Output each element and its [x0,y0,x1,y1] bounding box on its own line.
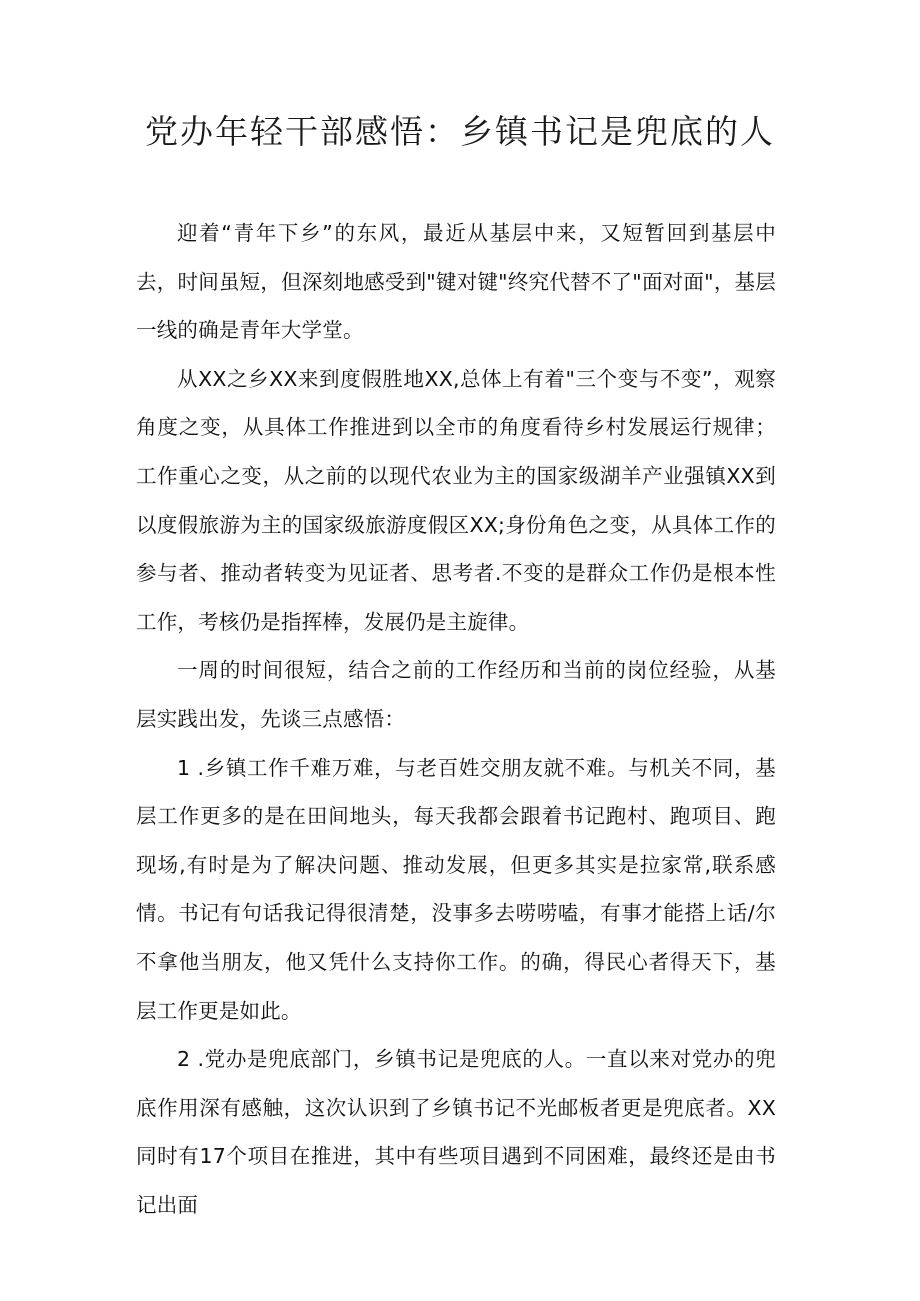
document-body [136,209,776,1229]
paragraph-point-2: 2 .党办是兜底部门，乡镇书记是兜底的人。一直以来对党办的兜底作用深有感触，这次认识到了乡镇书记不光邮板者更是兜底者。XX同时有17个项目在推进，其中有些项目遇到不同困难，最终还是由书记出面 [136,1047,776,1217]
paragraph-reflections-intro: 一周的时间很短，结合之前的工作经历和当前的岗位经验，从基层实践出发，先谈三点感悟： [136,658,776,731]
paragraph-intro: 迎着“青年下乡”的东风，最近从基层中来，又短暂回到基层中去，时间虽短，但深刻地感受到"键对键"终究代替不了"面对面"，基层一线的确是青年大学堂。 [136,221,776,343]
document-title: 党办年轻干部感悟：乡镇书记是兜底的人 [145,112,775,151]
paragraph-point-1: 1 .乡镇工作千难万难，与老百姓交朋友就不难。与机关不同，基层工作更多的是在田间地头，每天我都会跟着书记跑村、跑项目、跑现场,有时是为了解决问题、推动发展，但更多其实是拉家常,联系感情。书记有句话我记得很清楚，没事多去唠唠嗑，有事才能搭上话/尔不拿他当朋友，他又凭什么支持你工作。的确，得民心者得天下，基层工作更是如此。 [136,755,776,1023]
paragraph-three-changes: 从XX之乡XX来到度假胜地XX,总体上有着"三个变与不变”，观察角度之变，从具体工作推进到以全市的角度看待乡村发展运行规律；工作重心之变，从之前的以现代农业为主的国家级湖羊产业强镇XX到以度假旅游为主的国家级旅游度假区XX;身份角色之变，从具体工作的参与者、推动者转变为见证者、思考者.不变的是群众工作仍是根本性工作，考核仍是指挥棒，发展仍是主旋律。 [136,366,776,634]
